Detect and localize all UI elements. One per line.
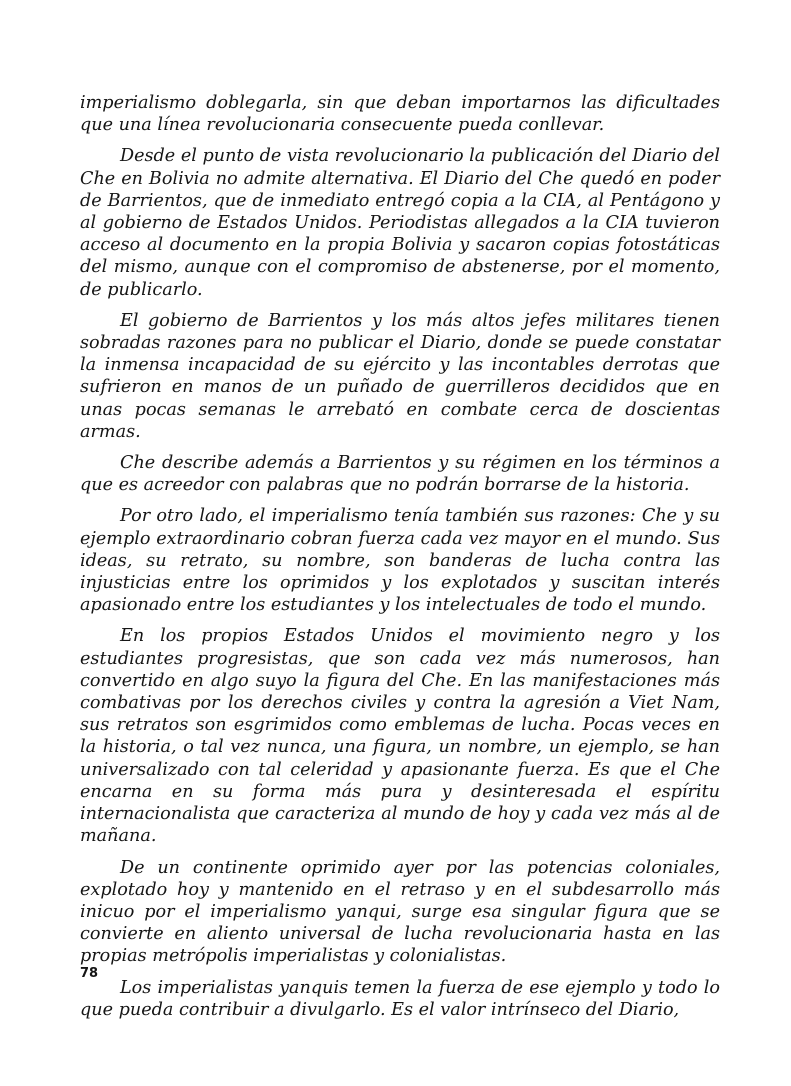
book-page-text bbox=[80, 92, 720, 1030]
paragraph: Desde el punto de vista revolucionario la publicación del Diario del Che en Bolivia no admite alternativa. El Diario del Che quedó en poder de Barrientos, que de inmediato entregó copia a la CIA, al Pentágono y al gobierno de Estados Unidos. Periodistas allegados a la CIA tuvieron acceso al documento en la propia Bolivia y sacaron copias fotostáticas del mismo, aunque con el compromiso de abstenerse, por el momento, de publicarlo. bbox=[80, 146, 720, 300]
paragraph: En los propios Estados Unidos el movimiento negro y los estudiantes progresistas, que son cada vez más numerosos, han convertido en algo suyo la figura del Che. En las manifestaciones más combativas por los derechos civiles y contra la agresión a Viet Nam, sus retratos son esgrimidos como emblemas de lucha. Pocas veces en la historia, o tal vez nunca, una figura, un nombre, un ejemplo, se han universalizado con tal celeridad y apasionante fuerza. Es que el Che encarna en su forma más pura y desinteresada el espíritu internacionalista que caracteriza al mundo de hoy y cada vez más al de mañana. bbox=[80, 626, 720, 847]
paragraph: imperialismo doblegarla, sin que deban importarnos las dificultades que una línea revolucionaria consecuente pueda conllevar. bbox=[80, 93, 720, 136]
paragraph: El gobierno de Barrientos y los más altos jefes militares tienen sobradas razones para no publicar el Diario, donde se puede constatar la inmensa incapacidad de su ejército y las incontables derrotas que sufrieron en manos de un puñado de guerrilleros decididos que en unas pocas semanas le arrebató en combate cerca de doscientas armas. bbox=[80, 310, 720, 442]
paragraph: Los imperialistas yanquis temen la fuerza de ese ejemplo y todo lo que pueda contribuir a divulgarlo. Es el valor intrínseco del Diario, bbox=[80, 977, 720, 1020]
page-number: 78 bbox=[80, 966, 99, 981]
paragraph: De un continente oprimido ayer por las potencias coloniales, explotado hoy y mantenido en el retraso y en el subdesarrollo más inicuo por el imperialismo yanqui, surge esa singular figura que se convierte en aliento universal de lucha revolucionaria hasta en las propias metrópolis imperialistas y colonialistas. bbox=[80, 857, 720, 967]
paragraph: Che describe además a Barrientos y su régimen en los términos a que es acreedor con palabras que no podrán borrarse de la historia. bbox=[80, 453, 720, 496]
paragraph: Por otro lado, el imperialismo tenía también sus razones: Che y su ejemplo extraordinario cobran fuerza cada vez mayor en el mundo. Sus ideas, su retrato, su nombre, son banderas de lucha contra las injusticias entre los oprimidos y los explotados y suscitan interés apasionado entre los estudiantes y los intelectuales de todo el mundo. bbox=[80, 506, 720, 616]
